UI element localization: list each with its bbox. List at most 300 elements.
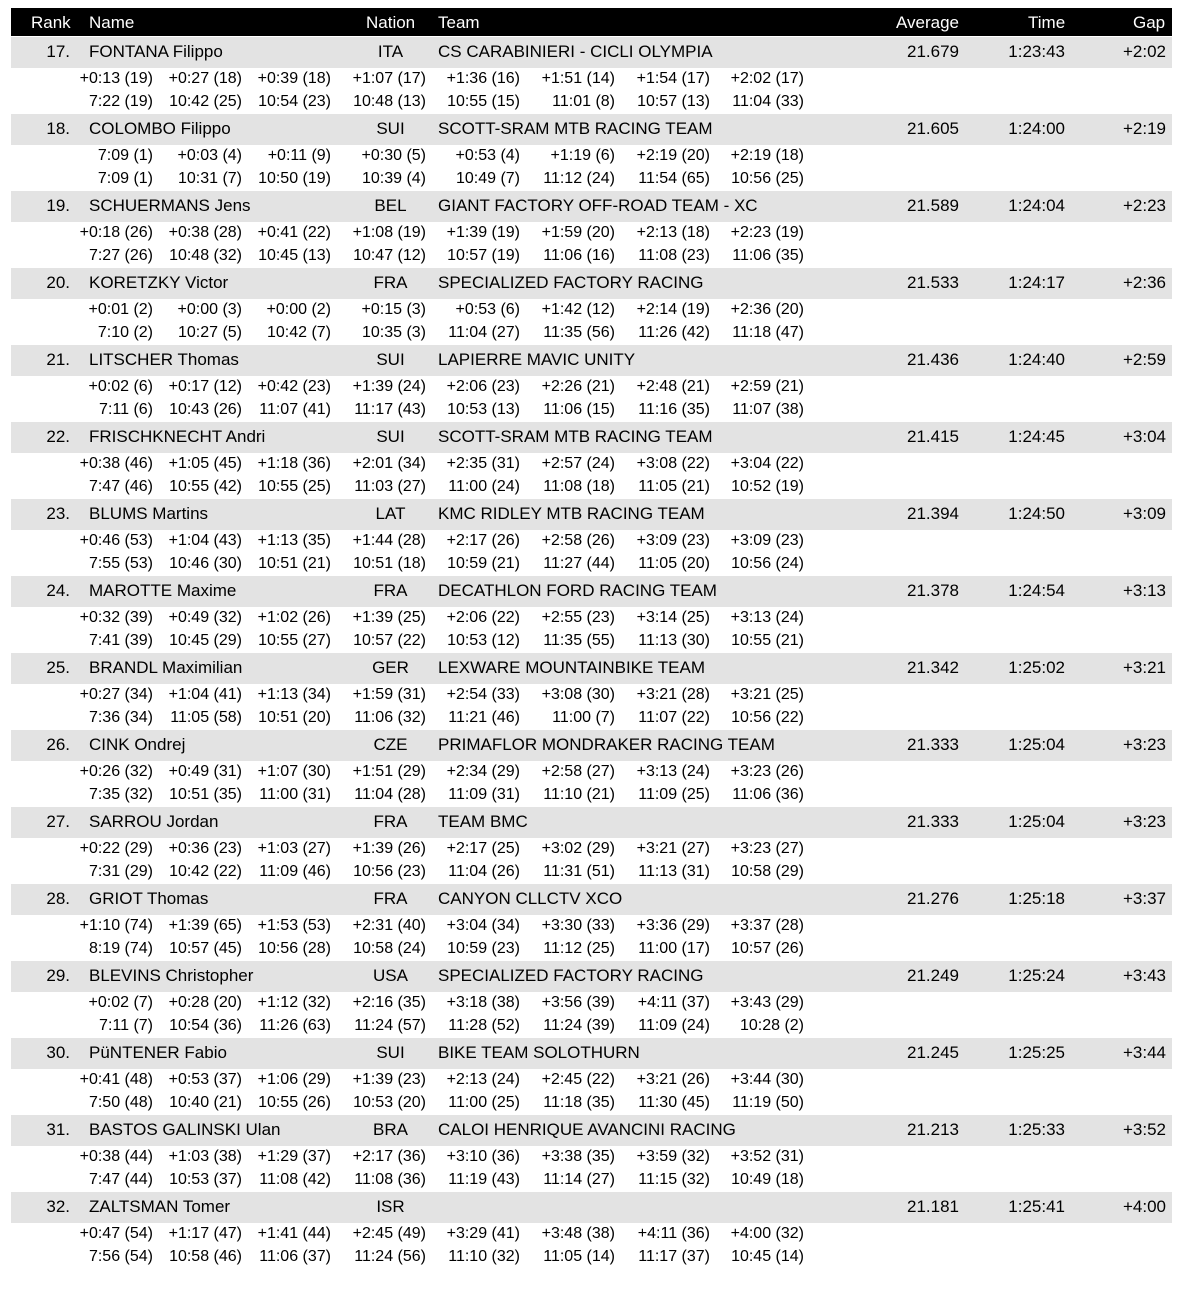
split-gap-cell: +2:17 (26) (446, 532, 520, 549)
split-lap-cell: 11:05 (20) (638, 555, 710, 572)
split-gap-cell: +2:06 (22) (446, 609, 520, 626)
split-lap-cell: 11:35 (56) (543, 324, 615, 341)
rider-team: PRIMAFLOR MONDRAKER RACING TEAM (438, 735, 775, 754)
split-lap-row (11, 1015, 1172, 1039)
split-lap-cell: 7:36 (34) (88, 709, 153, 726)
rider-nation: BRA (373, 1120, 408, 1139)
split-gap-cell: +3:04 (34) (446, 917, 520, 934)
split-lap-cell: 10:55 (21) (731, 632, 804, 649)
split-lap-cell: 7:11 (6) (99, 401, 153, 418)
split-lap-cell: 7:47 (44) (88, 1171, 153, 1188)
split-gap-cell: +0:00 (3) (177, 301, 242, 318)
split-gap-cell: +3:37 (28) (730, 917, 804, 934)
rider-team: LAPIERRE MAVIC UNITY (438, 350, 636, 369)
split-gap-cell: +2:17 (25) (446, 840, 520, 857)
split-lap-row (11, 630, 1172, 654)
split-lap-cell: 10:51 (20) (258, 709, 331, 726)
split-lap-cell: 11:35 (55) (543, 632, 615, 649)
split-gap-cell: +2:14 (19) (636, 301, 710, 318)
split-lap-cell: 10:51 (21) (258, 555, 331, 572)
split-gap-cell: +3:02 (29) (541, 840, 615, 857)
split-lap-cell: 10:28 (2) (739, 1017, 804, 1034)
split-lap-cell: 11:09 (25) (638, 786, 710, 803)
split-lap-cell: 10:56 (24) (731, 555, 804, 572)
split-lap-cell: 10:46 (30) (169, 555, 242, 572)
rider-nation: SUI (376, 1043, 405, 1062)
rider-team: KMC RIDLEY MTB RACING TEAM (438, 504, 705, 523)
split-lap-cell: 10:58 (29) (731, 863, 804, 880)
split-lap-cell: 10:45 (29) (169, 632, 242, 649)
rider-team: GIANT FACTORY OFF-ROAD TEAM - XC (438, 196, 758, 215)
split-gap-cell: +1:19 (6) (550, 147, 615, 164)
split-gap-cell: +1:18 (36) (257, 455, 331, 472)
split-lap-cell: 10:40 (21) (169, 1094, 242, 1111)
rider-team: LEXWARE MOUNTAINBIKE TEAM (438, 658, 706, 677)
split-gap-row (11, 1223, 1172, 1247)
split-gap-cell: +0:32 (39) (79, 609, 153, 626)
rider-name: CINK Ondrej (89, 735, 186, 754)
split-lap-row (11, 707, 1172, 731)
split-lap-cell: 11:30 (45) (638, 1094, 710, 1111)
rider-nation: FRA (373, 273, 408, 292)
split-gap-cell: +2:45 (49) (352, 1225, 426, 1242)
split-gap-cell: +0:13 (19) (79, 70, 153, 87)
split-gap-cell: +3:43 (29) (730, 994, 804, 1011)
rider-time: 1:24:00 (1008, 119, 1065, 138)
split-gap-cell: +0:02 (6) (88, 378, 153, 395)
split-gap-cell: +1:39 (24) (352, 378, 426, 395)
split-gap-cell: +0:15 (3) (361, 301, 426, 318)
split-gap-cell: +2:26 (21) (541, 378, 615, 395)
rider-rank: 28. (46, 889, 70, 908)
rider-average: 21.415 (907, 427, 959, 446)
split-lap-cell: 11:03 (27) (354, 478, 426, 495)
rider-rank: 23. (46, 504, 70, 523)
split-lap-cell: 11:21 (46) (448, 709, 520, 726)
rider-gap: +3:43 (1122, 966, 1166, 985)
split-lap-cell: 10:42 (7) (266, 324, 331, 341)
rider-rank: 29. (46, 966, 70, 985)
rider-time: 1:25:04 (1008, 735, 1065, 754)
rider-average: 21.533 (907, 273, 959, 292)
split-gap-cell: +3:38 (35) (541, 1148, 615, 1165)
split-gap-cell: +2:58 (27) (541, 763, 615, 780)
rider-gap: +3:23 (1122, 812, 1166, 831)
split-lap-cell: 11:17 (37) (638, 1248, 710, 1265)
split-gap-cell: +2:36 (20) (730, 301, 804, 318)
split-lap-cell: 10:55 (26) (258, 1094, 331, 1111)
rider-gap: +3:09 (1122, 504, 1166, 523)
split-lap-cell: 7:41 (39) (88, 632, 153, 649)
split-gap-cell: +2:06 (23) (446, 378, 520, 395)
rider-gap: +3:23 (1122, 735, 1166, 754)
split-gap-cell: +1:51 (29) (352, 763, 426, 780)
rider-gap: +2:19 (1122, 119, 1166, 138)
split-lap-cell: 7:09 (1) (97, 170, 153, 187)
split-lap-cell: 7:55 (53) (88, 555, 153, 572)
split-gap-cell: +1:03 (38) (168, 1148, 242, 1165)
split-gap-cell: +3:21 (25) (730, 686, 804, 703)
rider-name: BASTOS GALINSKI Ulan (89, 1120, 281, 1139)
split-lap-cell: 10:57 (19) (447, 247, 520, 264)
rider-row (11, 37, 1172, 68)
rider-time: 1:25:33 (1008, 1120, 1065, 1139)
split-lap-cell: 11:04 (28) (354, 786, 426, 803)
split-lap-row (11, 553, 1172, 577)
split-gap-row (11, 222, 1172, 246)
split-lap-cell: 10:57 (13) (637, 93, 710, 110)
rider-row (11, 807, 1172, 838)
split-lap-row (11, 1246, 1172, 1270)
split-gap-cell: +0:01 (2) (88, 301, 153, 318)
rider-gap: +3:44 (1122, 1043, 1166, 1062)
rider-row (11, 576, 1172, 607)
rider-rank: 26. (46, 735, 70, 754)
split-lap-cell: 11:04 (26) (448, 863, 520, 880)
split-gap-row (11, 68, 1172, 92)
split-lap-cell: 10:53 (12) (447, 632, 520, 649)
split-gap-cell: +3:21 (26) (636, 1071, 710, 1088)
split-lap-cell: 11:00 (24) (448, 478, 520, 495)
split-gap-cell: +1:39 (19) (446, 224, 520, 241)
split-lap-cell: 10:27 (5) (177, 324, 242, 341)
split-lap-cell: 7:11 (7) (99, 1017, 153, 1034)
split-gap-cell: +1:59 (31) (352, 686, 426, 703)
rider-average: 21.213 (907, 1120, 959, 1139)
split-gap-row (11, 1146, 1172, 1170)
split-lap-cell: 7:56 (54) (88, 1248, 153, 1265)
split-gap-cell: +0:36 (23) (168, 840, 242, 857)
split-gap-cell: +3:23 (27) (730, 840, 804, 857)
header-average: Average (896, 13, 960, 32)
split-lap-cell: 10:54 (36) (169, 1017, 242, 1034)
split-lap-cell: 10:58 (24) (353, 940, 426, 957)
rider-team: CANYON CLLCTV XCO (438, 889, 623, 908)
split-lap-cell: 11:13 (31) (638, 863, 710, 880)
rider-gap: +2:59 (1122, 350, 1166, 369)
split-lap-cell: 7:22 (19) (88, 93, 153, 110)
split-gap-cell: +1:06 (29) (257, 1071, 331, 1088)
rider-team: CS CARABINIERI - CICLI OLYMPIA (438, 42, 713, 61)
split-gap-cell: +3:56 (39) (541, 994, 615, 1011)
split-gap-cell: +4:11 (36) (637, 1225, 710, 1242)
rider-rank: 20. (46, 273, 70, 292)
rider-name: BLEVINS Christopher (89, 966, 254, 985)
split-lap-cell: 10:51 (18) (353, 555, 426, 572)
rider-average: 21.394 (907, 504, 959, 523)
split-gap-cell: +0:49 (32) (168, 609, 242, 626)
split-gap-cell: +2:13 (18) (636, 224, 710, 241)
rider-time: 1:25:04 (1008, 812, 1065, 831)
split-lap-cell: 11:00 (25) (448, 1094, 520, 1111)
rider-nation: ITA (377, 42, 404, 61)
split-lap-cell: 10:45 (14) (731, 1248, 804, 1265)
split-lap-cell: 11:19 (50) (732, 1094, 804, 1111)
rider-team: BIKE TEAM SOLOTHURN (438, 1043, 640, 1062)
rider-rank: 18. (46, 119, 70, 138)
split-lap-cell: 8:19 (74) (88, 940, 153, 957)
rider-gap: +4:00 (1122, 1197, 1166, 1216)
rider-rank: 31. (46, 1120, 70, 1139)
split-lap-cell: 11:00 (7) (552, 709, 615, 726)
split-gap-cell: +2:13 (24) (446, 1071, 520, 1088)
split-gap-cell: +3:36 (29) (636, 917, 710, 934)
rider-nation: LAT (375, 504, 406, 523)
split-lap-cell: 10:39 (4) (361, 170, 426, 187)
split-lap-row (11, 322, 1172, 346)
split-gap-cell: +3:04 (22) (730, 455, 804, 472)
rider-row (11, 653, 1172, 684)
split-lap-cell: 11:31 (51) (543, 863, 615, 880)
split-gap-cell: +3:18 (38) (446, 994, 520, 1011)
split-lap-cell: 10:55 (25) (258, 478, 331, 495)
split-gap-cell: +2:54 (33) (446, 686, 520, 703)
split-gap-cell: +1:39 (23) (352, 1071, 426, 1088)
split-lap-cell: 10:49 (7) (455, 170, 520, 187)
split-gap-cell: +1:10 (74) (79, 917, 153, 934)
rider-row (11, 191, 1172, 222)
split-lap-cell: 10:42 (22) (169, 863, 242, 880)
rider-rank: 17. (46, 42, 70, 61)
rider-row (11, 730, 1172, 761)
split-lap-cell: 7:47 (46) (88, 478, 153, 495)
split-lap-cell: 11:54 (65) (638, 170, 710, 187)
split-lap-cell: 10:57 (26) (731, 940, 804, 957)
split-gap-cell: +1:39 (26) (352, 840, 426, 857)
split-lap-cell: 11:12 (24) (543, 170, 615, 187)
split-lap-row (11, 399, 1172, 423)
split-lap-row (11, 1092, 1172, 1116)
split-gap-cell: +2:35 (31) (446, 455, 520, 472)
rider-time: 1:24:40 (1008, 350, 1065, 369)
split-gap-cell: +0:42 (23) (257, 378, 331, 395)
rider-rank: 24. (46, 581, 70, 600)
split-gap-cell: +0:46 (53) (79, 532, 153, 549)
split-gap-cell: +1:39 (25) (352, 609, 426, 626)
split-lap-cell: 10:57 (45) (169, 940, 242, 957)
split-gap-row (11, 1069, 1172, 1093)
split-gap-cell: +3:14 (25) (636, 609, 710, 626)
split-lap-row (11, 168, 1172, 192)
split-lap-cell: 11:09 (46) (259, 863, 331, 880)
split-lap-cell: 10:56 (23) (353, 863, 426, 880)
rider-average: 21.436 (907, 350, 959, 369)
split-lap-cell: 10:53 (20) (353, 1094, 426, 1111)
split-lap-cell: 11:00 (31) (259, 786, 331, 803)
rider-time: 1:25:24 (1008, 966, 1065, 985)
split-lap-cell: 10:59 (23) (447, 940, 520, 957)
rider-team: TEAM BMC (438, 812, 528, 831)
split-gap-cell: +3:59 (32) (636, 1148, 710, 1165)
results-table-header (11, 8, 1172, 36)
rider-gap: +3:21 (1122, 658, 1166, 677)
rider-name: KORETZKY Victor (89, 273, 229, 292)
split-lap-cell: 11:14 (27) (543, 1171, 615, 1188)
split-gap-cell: +1:36 (16) (446, 70, 520, 87)
split-gap-cell: +1:13 (35) (257, 532, 331, 549)
split-gap-cell: +1:59 (20) (541, 224, 615, 241)
split-lap-row (11, 245, 1172, 269)
header-gap: Gap (1133, 13, 1166, 32)
rider-nation: FRA (373, 812, 408, 831)
split-gap-cell: +3:13 (24) (636, 763, 710, 780)
rider-team: SPECIALIZED FACTORY RACING (438, 273, 704, 292)
split-lap-cell: 11:01 (8) (552, 93, 615, 110)
split-lap-cell: 10:59 (21) (447, 555, 520, 572)
split-lap-cell: 11:19 (43) (448, 1171, 520, 1188)
header-rank: Rank (31, 13, 71, 32)
split-lap-cell: 10:49 (18) (731, 1171, 804, 1188)
rider-time: 1:24:04 (1008, 196, 1065, 215)
rider-row (11, 114, 1172, 145)
split-gap-cell: +3:48 (38) (541, 1225, 615, 1242)
rider-average: 21.181 (907, 1197, 959, 1216)
split-lap-cell: 11:12 (25) (543, 940, 615, 957)
split-gap-row (11, 453, 1172, 477)
rider-nation: GER (372, 658, 409, 677)
rider-rank: 19. (46, 196, 70, 215)
rider-gap: +3:04 (1122, 427, 1166, 446)
split-lap-cell: 10:56 (25) (731, 170, 804, 187)
rider-rank: 21. (46, 350, 70, 369)
rider-name: BRANDL Maximilian (89, 658, 243, 677)
split-gap-row (11, 915, 1172, 939)
split-lap-cell: 11:05 (21) (638, 478, 710, 495)
split-gap-cell: +0:47 (54) (79, 1225, 153, 1242)
rider-nation: FRA (373, 889, 408, 908)
rider-average: 21.605 (907, 119, 959, 138)
rider-nation: USA (373, 966, 408, 985)
split-lap-cell: 11:06 (15) (543, 401, 615, 418)
rider-time: 1:24:17 (1008, 273, 1065, 292)
split-lap-cell: 11:17 (43) (354, 401, 426, 418)
split-lap-cell: 10:57 (22) (353, 632, 426, 649)
split-lap-cell: 11:04 (27) (448, 324, 520, 341)
split-lap-cell: 11:09 (31) (448, 786, 520, 803)
rider-time: 1:25:41 (1008, 1197, 1065, 1216)
split-gap-cell: +0:39 (18) (257, 70, 331, 87)
split-gap-cell: +2:19 (18) (730, 147, 804, 164)
split-gap-cell: +3:30 (33) (541, 917, 615, 934)
rider-average: 21.342 (907, 658, 959, 677)
split-gap-cell: +3:09 (23) (730, 532, 804, 549)
split-gap-cell: +0:38 (46) (79, 455, 153, 472)
rider-gap: +2:36 (1122, 273, 1166, 292)
split-gap-cell: +1:12 (32) (257, 994, 331, 1011)
rider-name: FONTANA Filippo (89, 42, 223, 61)
split-gap-cell: +1:44 (28) (352, 532, 426, 549)
split-lap-row (11, 1169, 1172, 1193)
split-lap-cell: 10:45 (13) (258, 247, 331, 264)
rider-row (11, 422, 1172, 453)
split-lap-cell: 7:31 (29) (88, 863, 153, 880)
split-lap-cell: 10:56 (28) (258, 940, 331, 957)
rider-name: SARROU Jordan (89, 812, 219, 831)
split-gap-row (11, 530, 1172, 554)
rider-average: 21.249 (907, 966, 959, 985)
split-lap-cell: 11:08 (23) (638, 247, 710, 264)
split-gap-cell: +3:08 (30) (541, 686, 615, 703)
split-lap-cell: 11:00 (17) (638, 940, 710, 957)
split-lap-cell: 10:51 (35) (169, 786, 242, 803)
split-lap-cell: 10:54 (23) (258, 93, 331, 110)
split-lap-cell: 11:04 (33) (732, 93, 804, 110)
split-gap-cell: +1:13 (34) (257, 686, 331, 703)
split-lap-cell: 7:27 (26) (88, 247, 153, 264)
rider-row (11, 268, 1172, 299)
split-gap-cell: +3:08 (22) (636, 455, 710, 472)
rider-name: GRIOT Thomas (89, 889, 209, 908)
split-lap-cell: 11:16 (35) (638, 401, 710, 418)
rider-row (11, 961, 1172, 992)
split-lap-cell: 7:35 (32) (88, 786, 153, 803)
split-lap-cell: 11:26 (42) (638, 324, 710, 341)
rider-gap: +3:52 (1122, 1120, 1166, 1139)
split-lap-cell: 11:18 (35) (543, 1094, 615, 1111)
split-gap-cell: +0:41 (48) (79, 1071, 153, 1088)
rider-team: DECATHLON FORD RACING TEAM (438, 581, 717, 600)
split-gap-cell: +2:23 (19) (730, 224, 804, 241)
rider-row (11, 1115, 1172, 1146)
rider-time: 1:23:43 (1008, 42, 1065, 61)
split-gap-cell: +1:53 (53) (257, 917, 331, 934)
split-gap-cell: +0:41 (22) (257, 224, 331, 241)
rider-name: PüNTENER Fabio (89, 1043, 227, 1062)
split-lap-cell: 11:24 (39) (543, 1017, 615, 1034)
split-gap-cell: +2:02 (17) (730, 70, 804, 87)
split-gap-row (11, 992, 1172, 1016)
split-gap-cell: +0:26 (32) (79, 763, 153, 780)
rider-gap: +2:02 (1122, 42, 1166, 61)
split-gap-cell: +0:28 (20) (168, 994, 242, 1011)
split-gap-cell: +0:17 (12) (168, 378, 242, 395)
rider-rank: 32. (46, 1197, 70, 1216)
rider-time: 1:24:45 (1008, 427, 1065, 446)
split-gap-cell: +1:29 (37) (257, 1148, 331, 1165)
split-gap-cell: +0:30 (5) (361, 147, 426, 164)
split-gap-cell: +1:39 (65) (168, 917, 242, 934)
split-gap-cell: +1:07 (30) (257, 763, 331, 780)
split-gap-cell: +0:02 (7) (88, 994, 153, 1011)
split-lap-cell: 10:55 (42) (169, 478, 242, 495)
split-lap-cell: 10:53 (13) (447, 401, 520, 418)
split-gap-cell: +2:19 (20) (636, 147, 710, 164)
split-lap-row (11, 938, 1172, 962)
rider-nation: CZE (373, 735, 408, 754)
split-lap-cell: 11:13 (30) (638, 632, 710, 649)
split-gap-cell: +0:27 (34) (79, 686, 153, 703)
split-gap-cell: +1:42 (12) (541, 301, 615, 318)
split-lap-cell: 10:52 (19) (731, 478, 804, 495)
split-gap-cell: +4:00 (32) (730, 1225, 804, 1242)
split-lap-cell: 11:06 (36) (732, 786, 804, 803)
split-gap-row (11, 299, 1172, 323)
split-lap-cell: 11:24 (56) (354, 1248, 426, 1265)
split-gap-cell: +3:23 (26) (730, 763, 804, 780)
header-name: Name (89, 13, 135, 32)
rider-row (11, 1192, 1172, 1223)
split-gap-cell: +2:34 (29) (446, 763, 520, 780)
rider-name: BLUMS Martins (89, 504, 209, 523)
split-gap-cell: +2:59 (21) (730, 378, 804, 395)
rider-row (11, 1038, 1172, 1069)
rider-average: 21.333 (907, 735, 959, 754)
rider-name: SCHUERMANS Jens (89, 196, 251, 215)
split-gap-cell: +3:29 (41) (446, 1225, 520, 1242)
split-lap-cell: 11:08 (36) (354, 1171, 426, 1188)
rider-time: 1:25:25 (1008, 1043, 1065, 1062)
split-gap-cell: +1:07 (17) (352, 70, 426, 87)
